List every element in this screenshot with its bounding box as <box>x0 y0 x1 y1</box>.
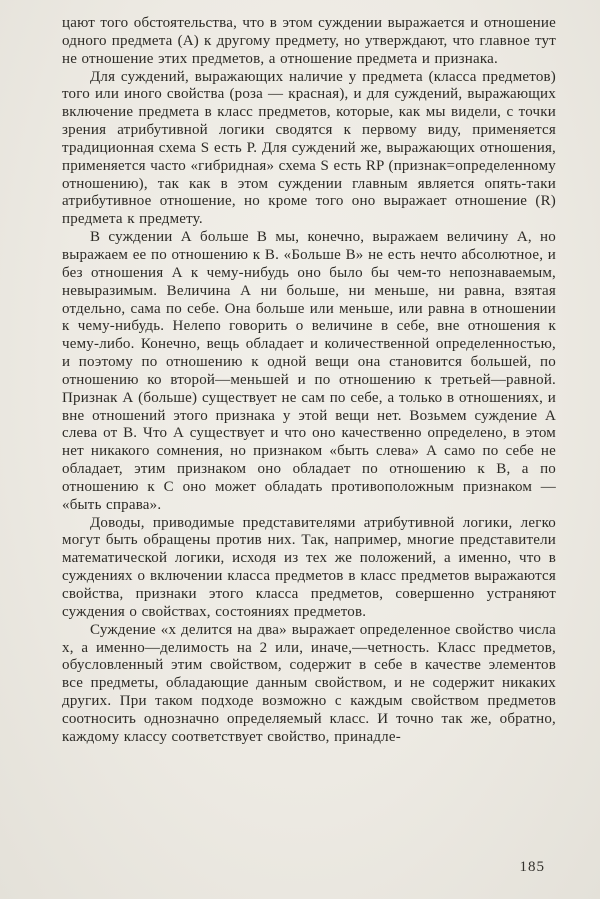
paragraph-1: цают того обстоятельства, что в этом суждении выражается и отношение одного предмета (А) к другому предмету, но утверждают, что главное тут не отношение этих предметов, а отношение предмета и признака. <box>62 15 556 67</box>
paragraph-2: Для суждений, выражающих наличие у предмета (класса предметов) того или иного свойства (роза — красная), и для суждений, выражающих включение предмета в класс предметов, которые, как мы видели, с точки зрения атрибутивной логики сводятся к первому виду, применяется традиционная схема S есть Р. Для суждений же, выражающих отношения, применяется часто «гибридная» схема S есть RP (признак=определенному отношению), так как в этом суждении главным является опять-таки атрибутивное отношение, но кроме того оно выражает отношение (R) предмета к предмету. <box>62 68 556 228</box>
paragraph-5: Суждение «х делится на два» выражает определенное свойство числа х, а именно—делимость на 2 или, иначе,—четность. Класс предметов, обусловленный этим свойством, содержит в себе в качестве элементов все предметы, обладающие данным свойством, и не содержит никаких других. При таком подходе возможно с каждым свойством предметов соотносить однозначно определяемый класс. И точно так же, обратно, каждому классу соответствует свойство, принадле- <box>62 621 556 745</box>
page-number: 185 <box>519 859 545 875</box>
text-block <box>62 15 556 747</box>
paragraph-3: В суждении А больше В мы, конечно, выражаем величину А, но выражаем ее по отношению к В. «Больше В» не есть нечто абсолютное, и без отношения А к чему-нибудь оно было бы чем-то непознаваемым, невыразимым. Величина А ни больше, ни меньше, ни равна, взятая отдельно, сама по себе. Она больше или меньше, или равна в отношении к чему-нибудь. Нелепо говорить о величине в себе, вне отношения к чему-либо. Конечно, вещь обладает и количественной определенностью, и поэтому по отношению к одной вещи она становится большей, по отношению ко второй—меньшей и по отношению к третьей—равной. Признак А (больше) существует не сам по себе, а только в отношениях, и вне отношений этого признака у этой вещи нет. Возьмем суждение А слева от В. Что А существует и что оно качественно определено, в этом нет никакого сомнения, но признаком «быть слева» А само по себе не обладает, этим признаком оно обладает по отношению к В, а по отношению к С оно может обладать противоположным признаком — «быть справа». <box>62 229 556 513</box>
paragraph-4: Доводы, приводимые представителями атрибутивной логики, легко могут быть обращены против них. Так, например, многие представители математической логики, исходя из тех же положений, а именно, что в суждениях о включении класса предметов в класс предметов выражаются свойства, признаки этого класса предметов, совершенно устраняют суждения о свойствах, состояниях предметов. <box>62 514 556 620</box>
